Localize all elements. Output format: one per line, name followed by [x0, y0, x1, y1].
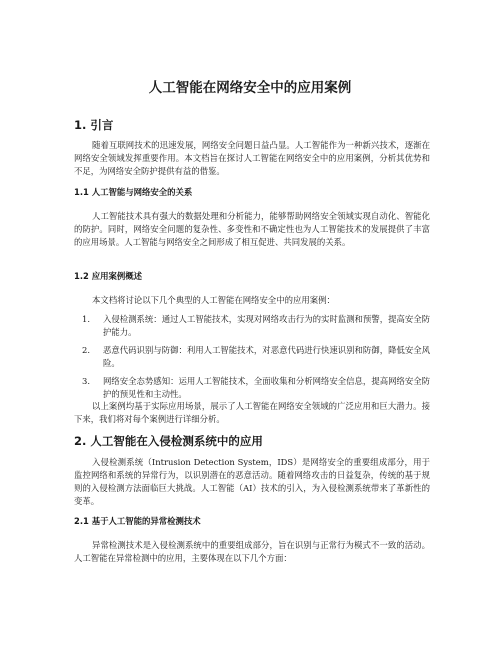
list-item — [74, 313, 430, 339]
anomaly-paragraph: 异常检测技术是入侵检测系统中的重要组成部分，旨在识别与正常行为模式不一致的活动。人工智能在异常检测中的应用，主要体现在以下几个方面： — [74, 540, 430, 564]
overview-intro-paragraph: 本文档将讨论以下几个典型的人工智能在网络安全中的应用案例： — [92, 295, 335, 305]
list-item — [74, 375, 430, 401]
section-heading-ids: 2. 人工智能在入侵检测系统中的应用 — [74, 434, 263, 448]
case-list — [74, 313, 430, 407]
list-item-number: 2. — [82, 345, 90, 356]
intro-paragraph: 随着互联网技术的迅速发展，网络安全问题日益凸显。人工智能作为一种新兴技术，逐渐在网络安全领域发挥重要作用。本文档旨在探讨人工智能在网络安全中的应用案例，分析其优势和不足，为网络安全防护提供有益的借鉴。 — [74, 140, 430, 177]
list-item-number: 3. — [82, 376, 90, 387]
list-item-text: 网络安全态势感知：运用人工智能技术，全面收集和分析网络安全信息，提高网络安全防护的预见性和主动性。 — [103, 376, 430, 400]
list-item-text: 恶意代码识别与防御：利用人工智能技术，对恶意代码进行快速识别和防御，降低安全风险。 — [103, 345, 430, 369]
subsection-heading-overview: 1.2 应用案例概述 — [74, 271, 143, 281]
list-item-text: 入侵检测系统：通过人工智能技术，实现对网络攻击行为的实时监测和预警，提高安全防护能力。 — [103, 314, 430, 338]
subsection-heading-anomaly: 2.1 基于人工智能的异常检测技术 — [74, 516, 201, 526]
relationship-paragraph: 人工智能技术具有强大的数据处理和分析能力，能够帮助网络安全领域实现自动化、智能化的防护。同时，网络安全问题的复杂性、多变性和不确定性也为人工智能技术的发展提供了丰富的应用场景。人工智能与网络安全之间形成了相互促进、共同发展的关系。 — [74, 211, 430, 248]
list-item — [74, 344, 430, 370]
list-item-number: 1. — [82, 314, 90, 324]
subsection-heading-relationship: 1.1 人工智能与网络安全的关系 — [74, 187, 193, 197]
section-heading-intro: 1. 引言 — [74, 118, 114, 132]
ids-paragraph: 入侵检测系统（Intrusion Detection System，IDS）是网络安全的重要组成部分，用于监控网络和系统的异常行为，以识别潜在的恶意活动。随着网络攻击的日益复杂，传统的基于规则的入侵检测方法面临巨大挑战。人工智能（AI）技术的引入，为入侵检测系统带来了革新性的变革。 — [74, 457, 430, 507]
document-title: 人工智能在网络安全中的应用案例 — [148, 80, 352, 96]
overview-closing-paragraph: 以上案例均基于实际应用场景，展示了人工智能在网络安全领域的广泛应用和巨大潜力。接下来，我们将对每个案例进行详细分析。 — [74, 401, 430, 425]
